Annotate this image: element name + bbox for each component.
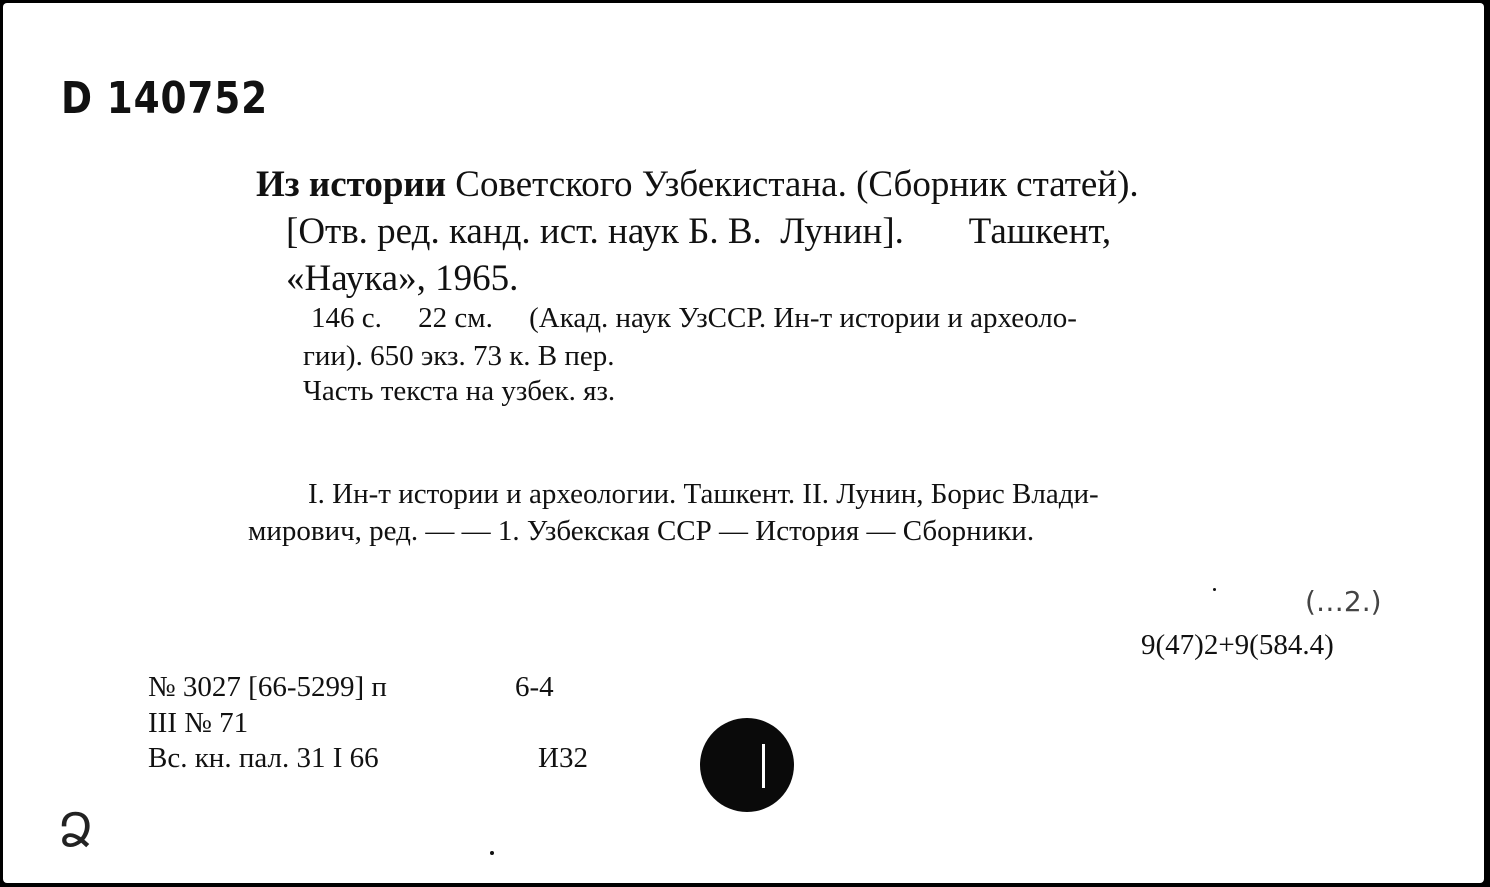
- title-bold-words: Из истории: [256, 164, 447, 205]
- classification-code: 9(47)2+9(584.4): [1141, 629, 1334, 661]
- description-line-2: гии). 650 экз. 73 к. В пер.: [303, 340, 615, 372]
- footer-line-1-right: 6-4: [515, 671, 554, 703]
- footer-line-1-left: № 3027 [66-5299] п: [148, 671, 387, 703]
- handwritten-note: (…2.): [1305, 585, 1382, 618]
- title-rest: Советского Узбекистана. (Сборник статей).: [455, 164, 1139, 205]
- description-line-1: 146 с. 22 см. (Акад. наук УзССР. Ин-т истории и археоло-: [311, 302, 1077, 334]
- footer-line-3-left: Вс. кн. пал. 31 I 66: [148, 742, 379, 774]
- handwritten-corner-mark: Ձ: [58, 803, 94, 857]
- punch-hole-highlight: [762, 744, 765, 788]
- footer-line-2: III № 71: [148, 707, 249, 739]
- description-line-3: Часть текста на узбек. яз.: [303, 375, 616, 407]
- title-line-2: [Отв. ред. канд. ист. наук Б. В. Лунин]. Ташкент,: [286, 211, 1112, 252]
- headings-line-1: I. Ин-т истории и археологии. Ташкент. II. Лунин, Борис Влади-: [308, 478, 1099, 510]
- speck: [1213, 588, 1216, 591]
- card-number-text: D 140752: [61, 73, 269, 124]
- title-line-1: [256, 165, 1139, 205]
- title-line-3: «Наука», 1965.: [286, 258, 519, 299]
- card-number: [61, 73, 305, 124]
- footer-line-3-right: И32: [538, 742, 588, 774]
- catalog-card: [3, 3, 1484, 883]
- speck: [490, 851, 494, 855]
- punch-hole: [700, 718, 794, 812]
- headings-line-2: мирович, ред. — — 1. Узбекская ССР — История — Сборники.: [248, 515, 1035, 547]
